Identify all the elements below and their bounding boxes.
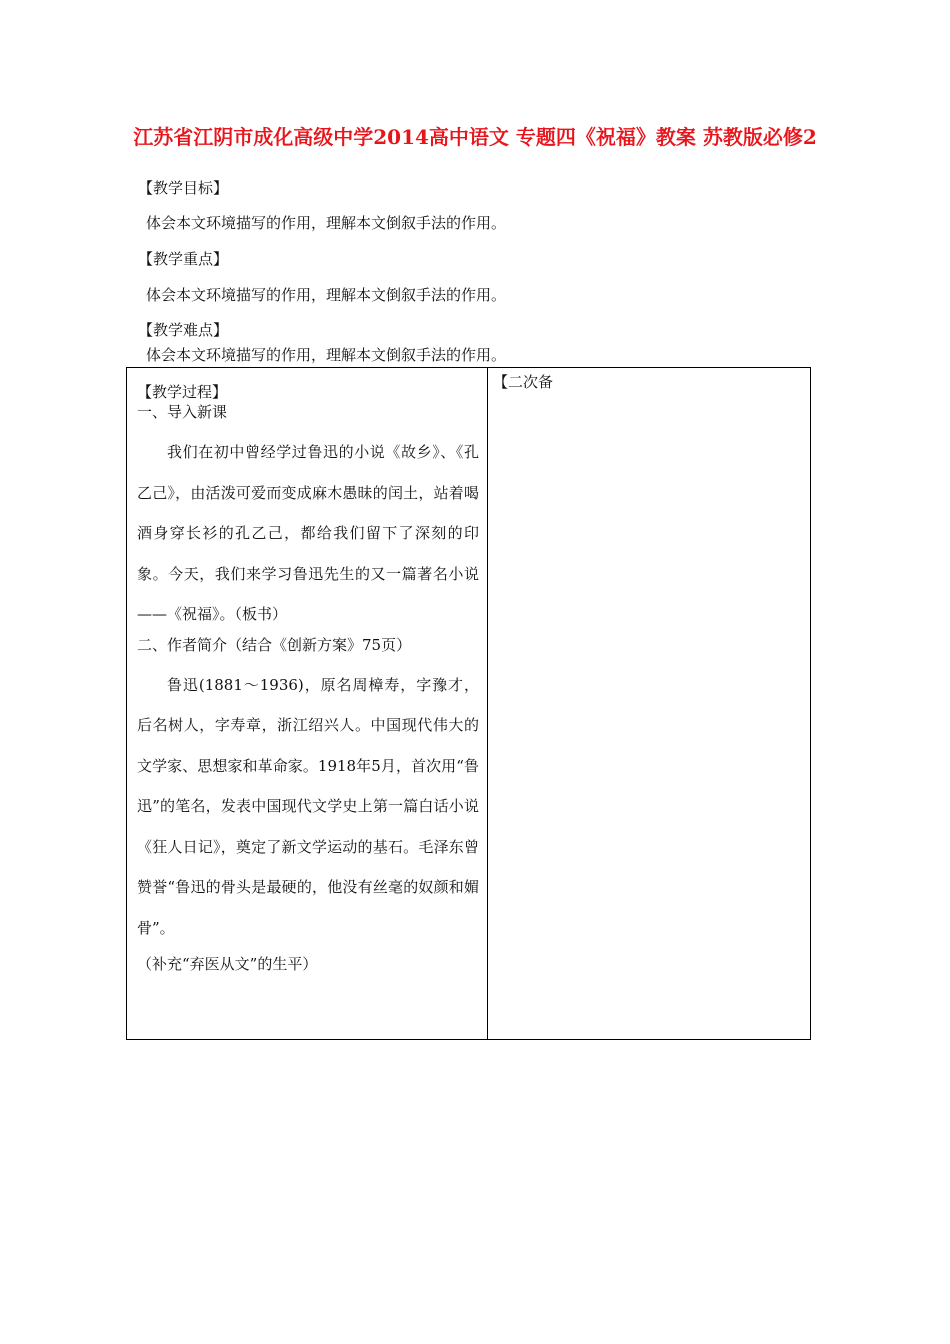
section-intro-title: 一、导入新课 [137,403,228,421]
table-divider [487,368,488,1039]
second-prep-heading: 【二次备 [493,373,554,391]
document-title: 江苏省江阴市成化高级中学2014高中语文 专题四《祝福》教案 苏教版必修2 [133,125,817,149]
section-intro-text: 我们在初中曾经学过鲁迅的小说《故乡》、《孔乙己》，由活泼可爱而变成麻木愚昧的闰土，站着喝酒身穿长衫的孔乙己，都给我们留下了深刻的印象。今天，我们来学习鲁迅先生的又一篇著名小说——《祝福》。（板书） [137,443,479,623]
second-prep-cell [493,372,553,392]
supplement-note: （补充“弃医从文”的生平） [137,955,318,973]
objectives-text: 体会本文环境描写的作用，理解本文倒叙手法的作用。 [146,214,507,232]
teaching-process-cell [137,382,479,974]
objectives-heading: 【教学目标】 [138,179,229,197]
difficulties-heading: 【教学难点】 [138,321,229,339]
section-author-text: 鲁迅(1881～1936)，原名周樟寿，字豫才，后名树人，字寿章，浙江绍兴人。中国现代伟大的文学家、思想家和革命家。1918年5月，首次用“鲁迅”的笔名，发表中国现代文学史上第一篇白话小说《狂人日记》，奠定了新文学运动的基石。毛泽东曾赞誉“鲁迅的骨头是最硬的，他没有丝毫的奴颜和媚骨”。 [137,675,479,937]
key-points-heading: 【教学重点】 [138,250,229,268]
section-author-title: 二、作者简介（结合《创新方案》75页） [137,635,412,654]
key-points-text: 体会本文环境描写的作用，理解本文倒叙手法的作用。 [146,286,507,304]
difficulties-text: 体会本文环境描写的作用，理解本文倒叙手法的作用。 [146,346,507,364]
lesson-table [126,367,811,1040]
teaching-process-heading: 【教学过程】 [137,383,228,401]
